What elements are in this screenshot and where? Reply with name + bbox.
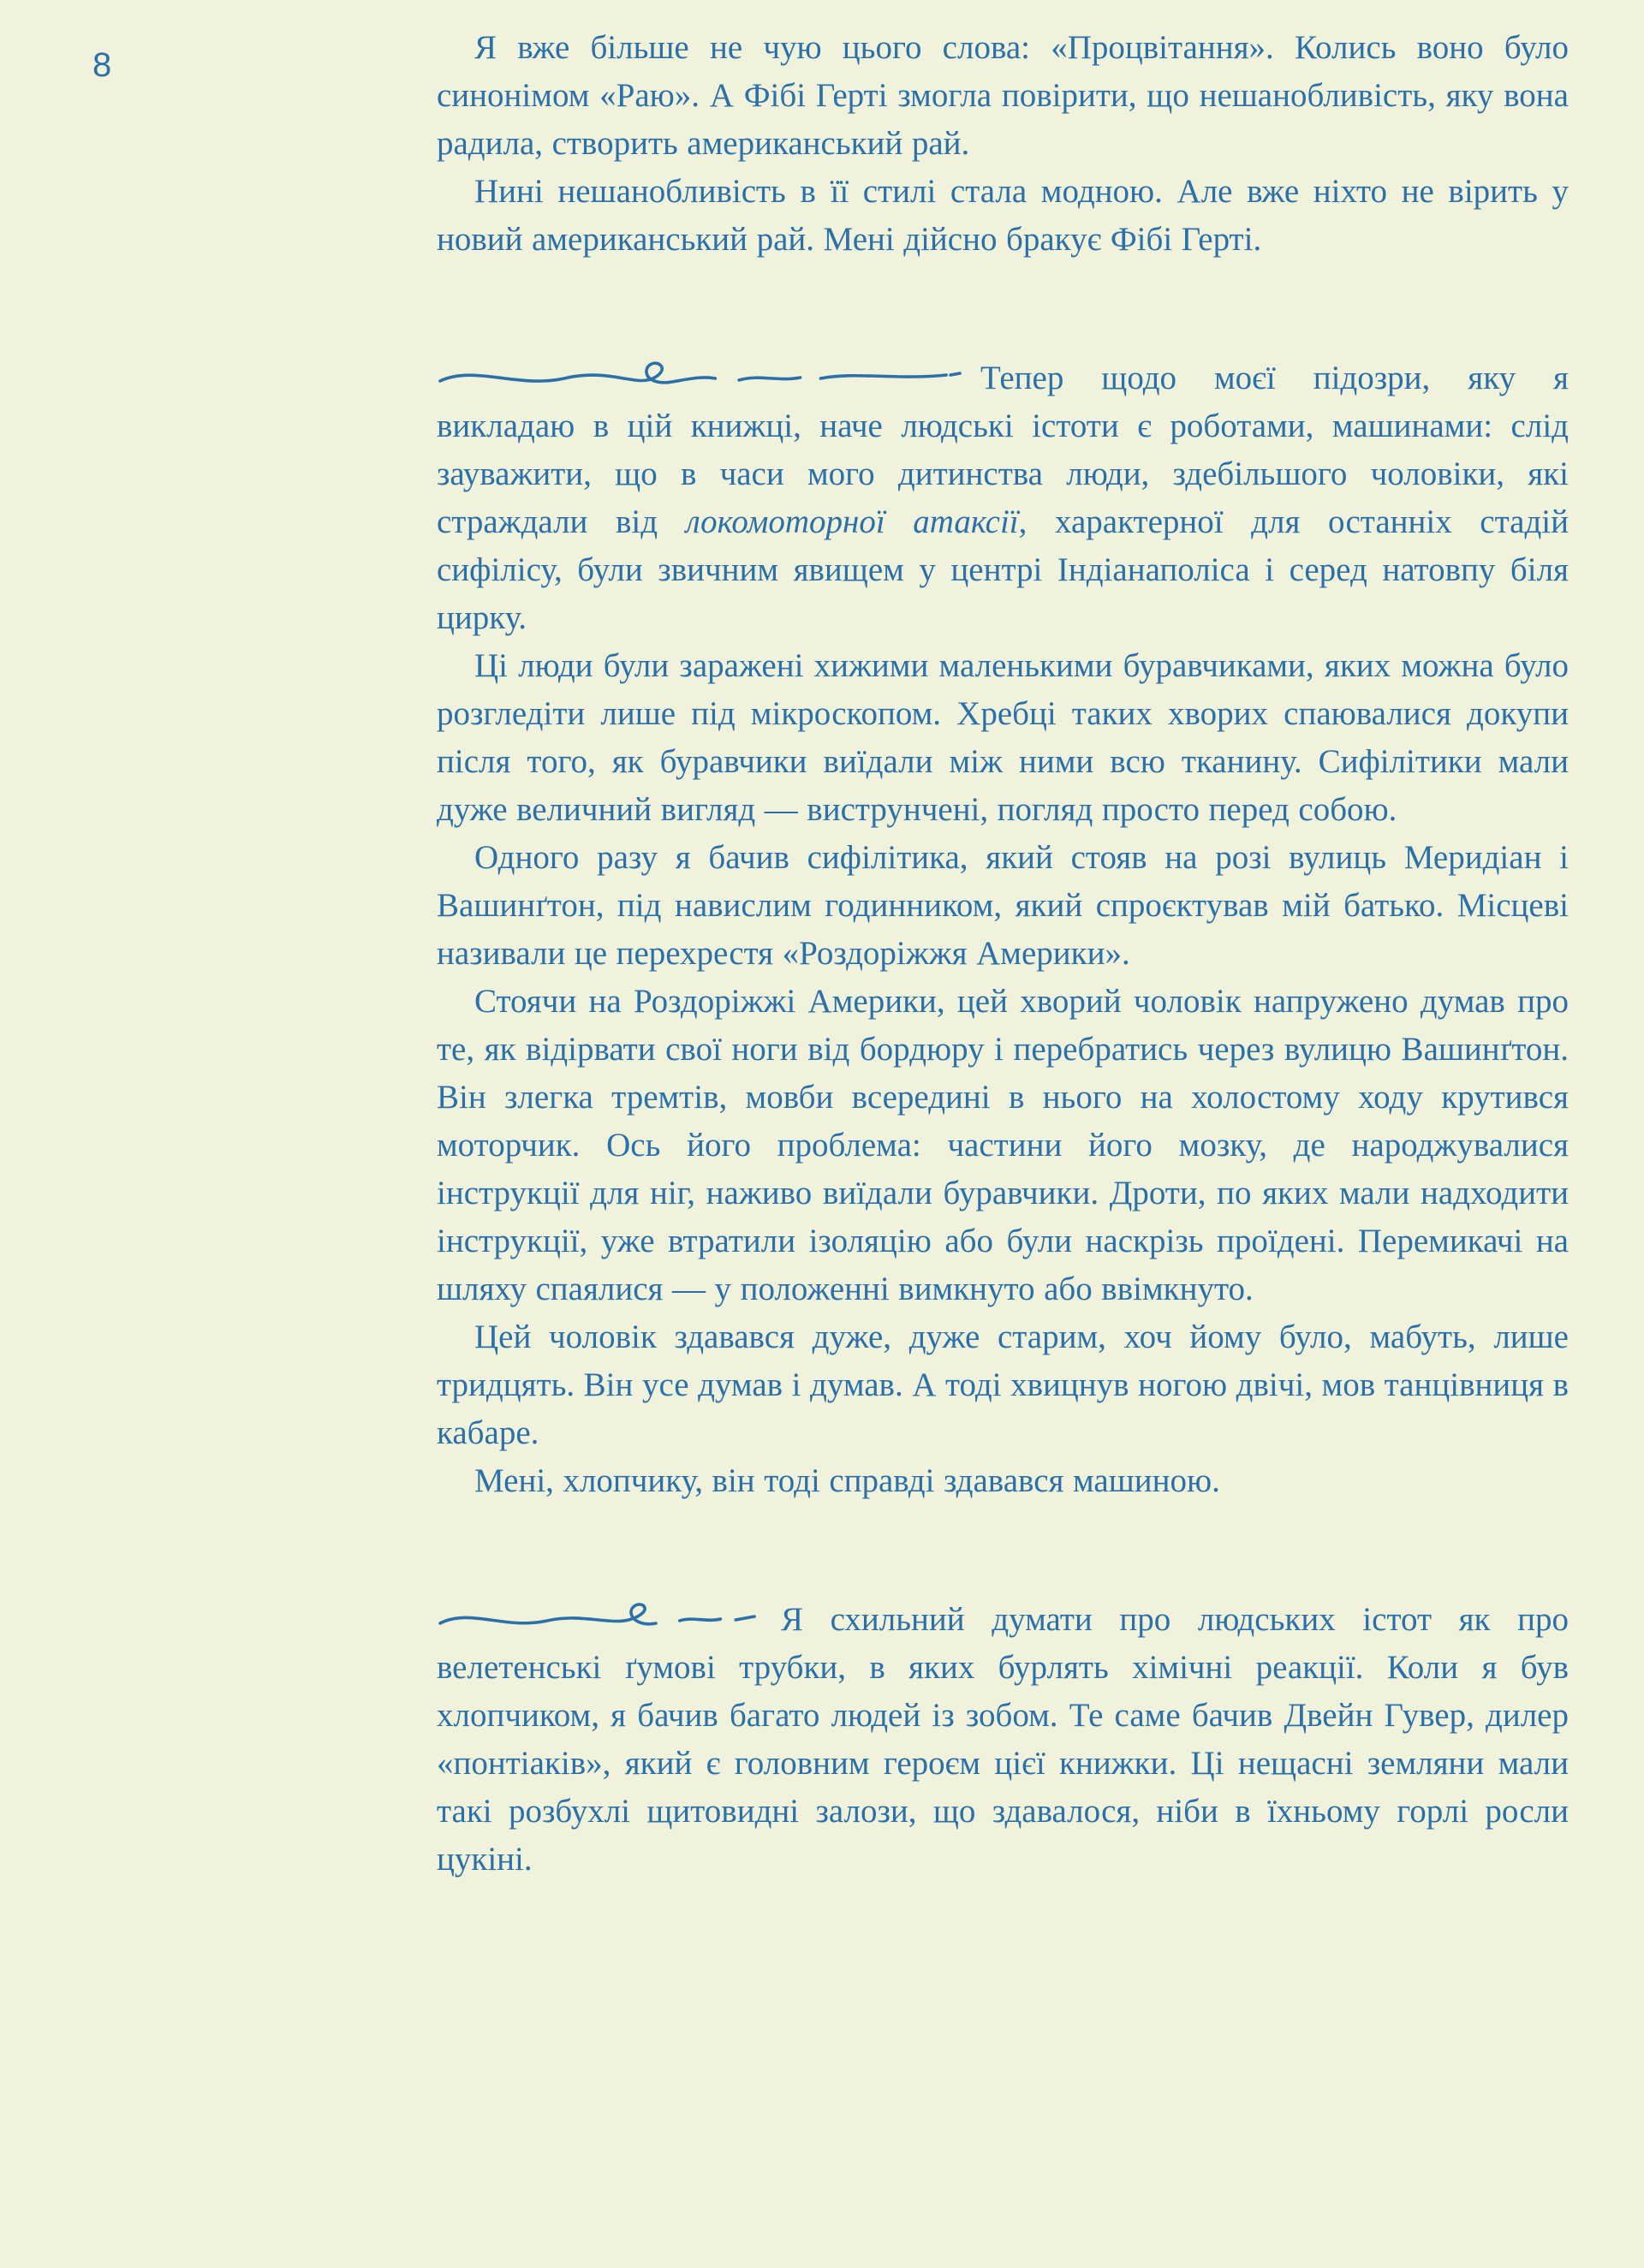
- paragraph: Нині нешанобливість в її стилі стала модною. Але вже ніхто не вірить у новий американський рай. Мені дійсно бракує Фібі Герті.: [437, 173, 1569, 258]
- paragraph-with-divider: [437, 354, 1569, 642]
- paragraph-with-divider: [437, 1596, 1569, 1884]
- paragraph-text: Тепер щодо моєї підозри, яку я викладаю в цій книжці, наче людські істоти є роботами, машинами: слід зауважити, що в часи мого дитинства люди, здебільшого чоловіки, які страждали від: [437, 360, 1569, 540]
- paragraph-text: , характерної для останніх стадій сифілісу, були звичним явищем у центрі Індіанаполіса і серед натовпу біля цирку.: [437, 503, 1569, 636]
- squiggle-divider-icon: [437, 1599, 764, 1637]
- paragraph: Цей чоловік здавався дуже, дуже старим, хоч йому було, мабуть, лише тридцять. Він усе думав і думав. А тоді хвицнув ногою двічі, мов танцівниця в кабаре.: [437, 1319, 1569, 1451]
- paragraph: Одного разу я бачив сифілітика, який стояв на розі вулиць Меридіан і Вашинґтон, під навислим годинником, який спроєктував мій батько. Місцеві називали це перехрестя «Роздоріжжя Америки».: [437, 839, 1569, 972]
- squiggle-divider-icon: [437, 358, 963, 396]
- text-column: [437, 24, 1569, 1884]
- paragraph: Стоячи на Роздоріжжі Америки, цей хворий чоловік напружено думав про те, як відірвати свої ноги від бордюру і перебратись через вулицю Вашинґтон. Він злегка тремтів, мовби всередині в нього на холостому ходу крутився моторчик. Ось його проблема: частини його мозку, де народжувалися інструкції для ніг, наживо виїдали буравчики. Дроти, по яких мали надходити інструкції, уже втратили ізоляцію або були наскрізь проїдені. Перемикачі на шляху спаялися — у положенні вимкнуто або ввімкнуто.: [437, 983, 1569, 1307]
- paragraph: Я вже більше не чую цього слова: «Процвітання». Колись воно було синонімом «Раю». А Фібі Герті змогла повірити, що нешанобливість, яку вона радила, створить американський рай.: [437, 29, 1569, 162]
- italic-phrase: локомоторної атаксії: [685, 503, 1019, 540]
- page-number: 8: [92, 46, 112, 84]
- paragraph: Ці люди були заражені хижими маленькими буравчиками, яких можна було розгледіти лише під мікроскопом. Хребці таких хворих спаювалися докупи після того, як буравчики виїдали між ними всю тканину. Сифілітики мали дуже величний вигляд — виструнчені, погляд просто перед собою.: [437, 647, 1569, 828]
- paragraph-text: Я схильний думати про людських істот як про велетенські ґумові трубки, в яких бурлять хімічні реакції. Коли я був хлопчиком, я бачив багато людей із зобом. Те саме бачив Двейн Гувер, дилер «понтіаків», який є головним героєм цієї книжки. Ці нещасні земляни мали такі розбухлі щитовидні залози, що здавалося, ніби в їхньому горлі росли цукіні.: [437, 1601, 1569, 1878]
- paragraph: Мені, хлопчику, він тоді справді здавався машиною.: [474, 1462, 1220, 1499]
